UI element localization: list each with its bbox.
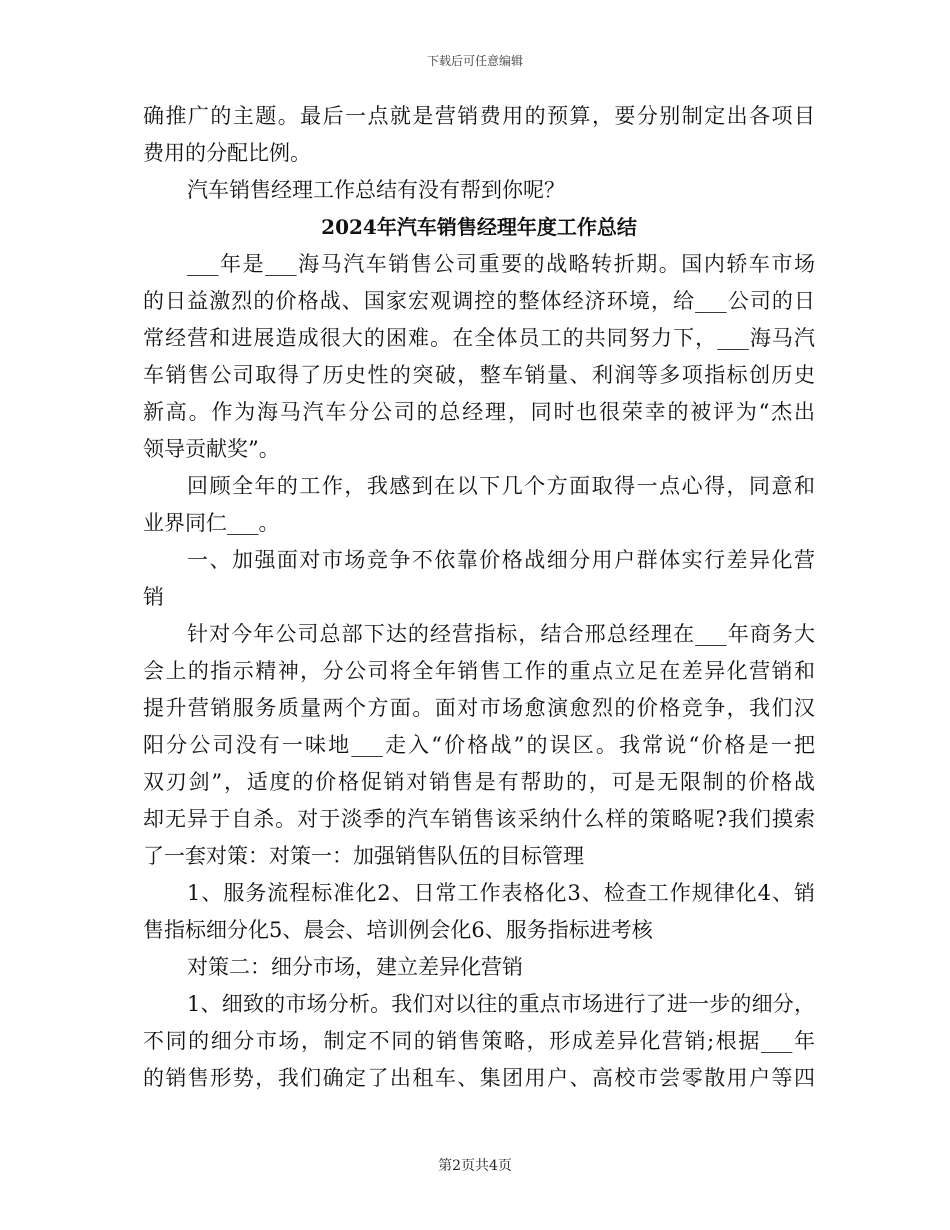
document-body (143, 98, 815, 1097)
paragraph-line: 针对今年公司总部下达的经营指标，结合邢总经理在___年商务大 (187, 622, 815, 646)
paragraph-line: 回顾全年的工作，我感到在以下几个方面取得一点心得，同意和 (187, 474, 815, 498)
paragraph-line: 的销售形势，我们确定了出租车、集团用户、高校市尝零散用户等四 (143, 1066, 815, 1090)
paragraph-line: ___年是___海马汽车销售公司重要的战略转折期。国内轿车市场 (187, 252, 815, 276)
paragraph-line: 业界同仁___。 (143, 511, 280, 535)
paragraph-line: 费用的分配比例。 (143, 141, 311, 165)
paragraph-line: 售指标细分化5、晨会、培训例会化6、服务指标进考核 (143, 918, 653, 942)
paragraph-line: 领导贡献奖”。 (143, 437, 280, 461)
paragraph-line: 新高。作为海马汽车分公司的总经理，同时也很荣幸的被评为“杰出 (143, 400, 815, 424)
paragraph-line: 会上的指示精神，分公司将全年销售工作的重点立足在差异化营销和 (143, 659, 815, 683)
paragraph-line: 不同的细分市场，制定不同的销售策略，形成差异化营销;根据___年 (143, 1029, 815, 1053)
paragraph-line: 了一套对策：对策一：加强销售队伍的目标管理 (143, 844, 584, 868)
section-heading: 一、加强面对市场竞争不依靠价格战细分用户群体实行差异化营 (187, 548, 815, 572)
paragraph-line: 提升营销服务质量两个方面。面对市场愈演愈烈的价格竞争，我们汉 (143, 696, 815, 720)
page-number: 第2页共4页 (438, 1158, 512, 1174)
paragraph-line: 车销售公司取得了历史性的突破，整车销量、利润等多项指标创历史 (143, 363, 815, 387)
page-header: 下载后可任意编辑 (426, 54, 523, 68)
paragraph-line: 阳分公司没有一味地___走入“价格战”的误区。我常说“价格是一把 (143, 733, 815, 757)
paragraph-line: 对策二：细分市场，建立差异化营销 (187, 955, 523, 979)
paragraph-line: 1、细致的市场分析。我们对以往的重点市场进行了进一步的细分， (187, 992, 815, 1016)
paragraph-line: 却无异于自杀。对于淡季的汽车销售该采纳什么样的策略呢?我们摸索 (143, 807, 815, 831)
paragraph-line: 双刃剑”，适度的价格促销对销售是有帮助的，可是无限制的价格战 (143, 770, 815, 794)
document-title: 2024年汽车销售经理年度工作总结 (321, 215, 637, 239)
paragraph-line: 常经营和进展造成很大的困难。在全体员工的共同努力下，___海马汽 (143, 326, 815, 350)
paragraph-line: 确推广的主题。最后一点就是营销费用的预算，要分别制定出各项目 (143, 104, 815, 128)
paragraph-line: 1、服务流程标准化2、日常工作表格化3、检查工作规律化4、销 (187, 881, 815, 905)
paragraph-line: 的日益激烈的价格战、国家宏观调控的整体经济环境，给___公司的日 (143, 289, 815, 313)
paragraph-line: 汽车销售经理工作总结有没有帮到你呢？ (187, 178, 565, 202)
section-heading: 销 (143, 585, 164, 609)
